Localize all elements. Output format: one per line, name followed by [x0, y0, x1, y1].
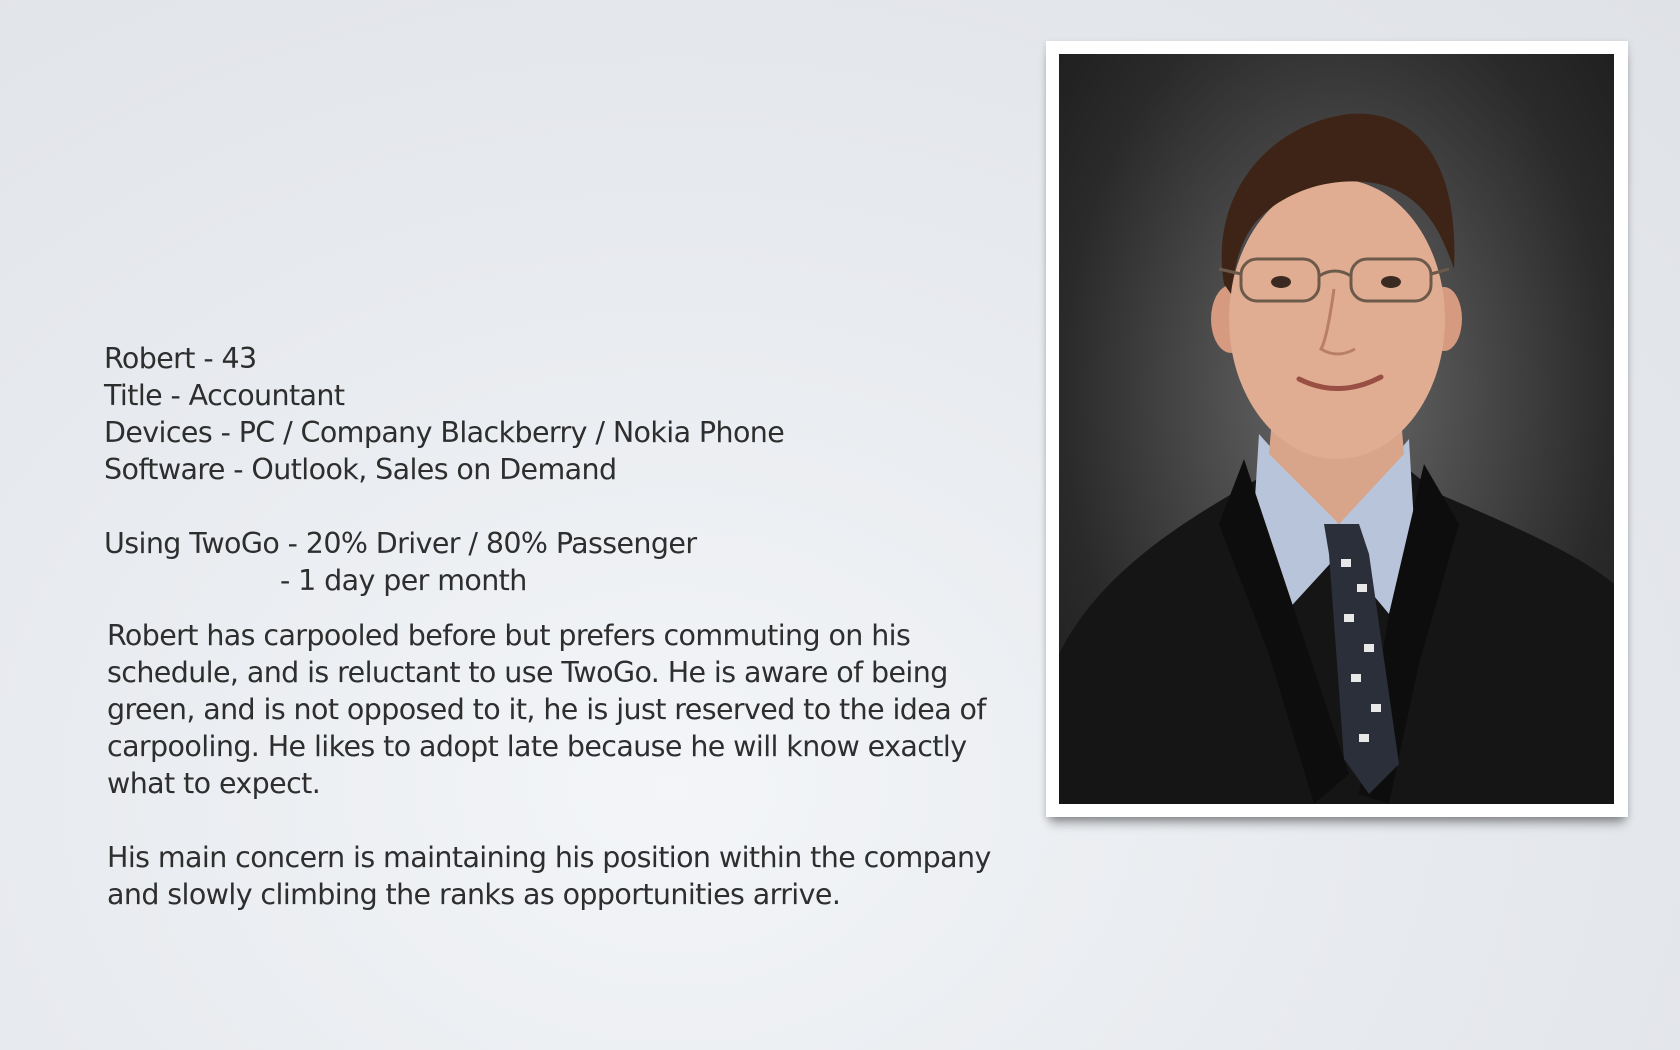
persona-software: Software - Outlook, Sales on Demand	[104, 453, 617, 486]
persona-facts	[104, 340, 944, 599]
persona-usage-split: Using TwoGo - 20% Driver / 80% Passenger	[104, 527, 697, 560]
persona-name-age: Robert - 43	[104, 342, 257, 375]
persona-usage-frequency: - 1 day per month	[280, 564, 527, 597]
persona-photo-frame	[1046, 41, 1628, 817]
persona-photo	[1059, 54, 1614, 804]
portrait-illustration	[1059, 54, 1614, 804]
persona-title: Title - Accountant	[104, 379, 345, 412]
persona-bio	[107, 617, 1007, 950]
bio-paragraph-1: Robert has carpooled before but prefers commuting on his schedule, and is reluctant to use TwoGo. He is aware of being green, and is not opposed to it, he is just reserved to the idea of carpooling. He likes to adopt late because he will know exactly what to expect.	[107, 619, 986, 800]
persona-devices: Devices - PC / Company Blackberry / Nokia Phone	[104, 416, 785, 449]
bio-paragraph-2: His main concern is maintaining his position within the company and slowly climbing the ranks as opportunities arrive.	[107, 841, 991, 911]
